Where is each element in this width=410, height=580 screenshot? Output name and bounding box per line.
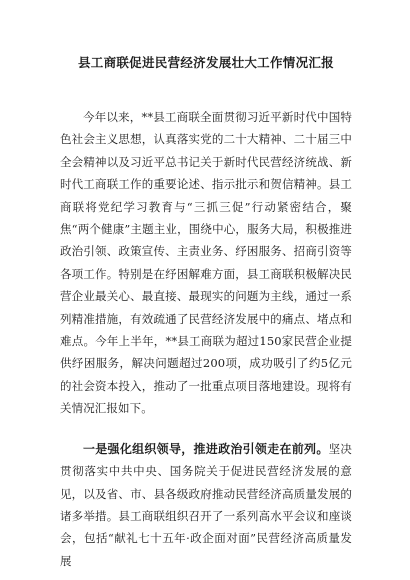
intro-paragraph bbox=[60, 106, 352, 420]
intro-paragraph-text: 今年以来，**县工商联全面贯彻习近平新时代中国特色社会主义思想，认真落实党的二十大精神、二十届三中全会精神以及习近平总书记关于新时代民营经济统战、新时代工商联工作的重要论述、指示批示和贺信精神。县工商联将党纪学习教育与“三抓三促”行动紧密结合，聚焦“两个健康”主题主业，围绕中心，服务大局，积极推进政治引领、政策宣传、主责业务、纾困服务、招商引资等各项工作。特别是在纾困解难方面，县工商联积极解决民营企业最关心、最直接、最现实的问题为主线，通过一系列精准措施，有效疏通了民营经济发展中的痛点、堵点和难点。今年上半年，**县工商联为超过150家民营企业提供纾困服务，解决问题超过200项，成功吸引了约5亿元的社会资本投入，推动了一批重点项目落地建设。现将有关情况汇报如下。 bbox=[60, 110, 352, 416]
section-one-text: 坚决贯彻落实中共中央、国务院关于促进民营经济发展的意见，以及省、市、县各级政府推动民营经济高质量发展的诸多举措。县工商联组织召开了一系列高水平会议和座谈会，包括“献礼七十五年·政企面对面”民营经济高质量发展 bbox=[60, 441, 352, 568]
section-one-paragraph bbox=[60, 438, 352, 572]
section-one-heading: 一是强化组织领导，推进政治引领走在前列。 bbox=[83, 441, 329, 456]
document-title: 县工商联促进民营经济发展壮大工作情况汇报 bbox=[77, 55, 334, 70]
